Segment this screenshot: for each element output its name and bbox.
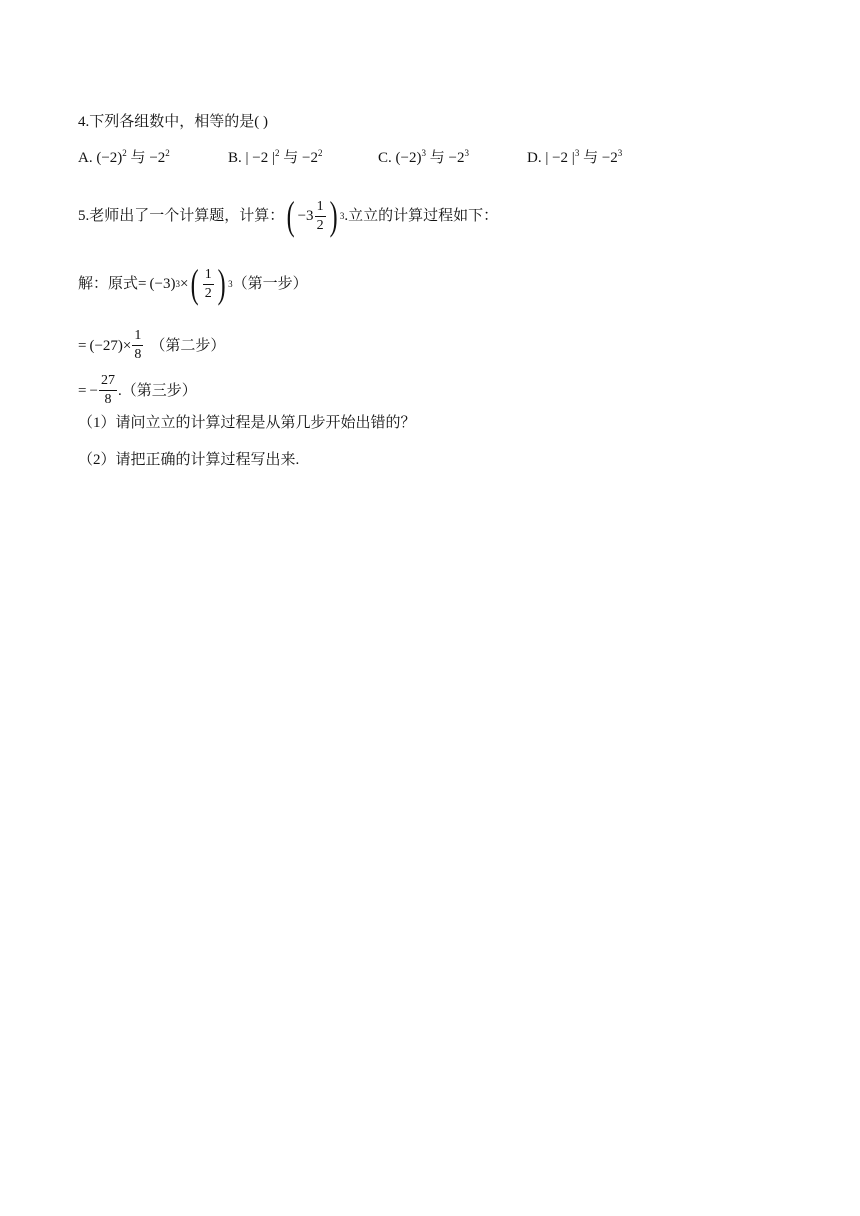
fraction-denominator: 2	[204, 285, 212, 301]
left-paren-icon: (	[286, 193, 295, 238]
minus-sign: −	[89, 382, 98, 399]
q4-option-b	[228, 148, 322, 168]
equals-sign: =	[78, 382, 87, 399]
q5-sub-question-1: （1）请问立立的计算过程是从第几步开始出错的？	[78, 415, 416, 431]
right-paren-icon: )	[217, 261, 226, 306]
option-rhs-exp: 3	[617, 148, 623, 158]
option-rhs: −2	[601, 150, 618, 166]
option-conj: 与	[583, 150, 599, 166]
fraction-exponent: 3	[228, 279, 233, 289]
option-lhs-exp: 2	[274, 148, 280, 158]
option-lhs: | −2 |	[545, 150, 575, 166]
term: (−3)	[149, 276, 176, 292]
option-label: D.	[527, 150, 542, 166]
fraction-numerator: 1	[315, 200, 326, 217]
option-label: C.	[378, 150, 392, 166]
fraction-numerator: 1	[203, 268, 214, 285]
option-lhs: (−2)	[96, 150, 123, 166]
option-rhs-exp: 2	[165, 148, 170, 158]
times-sign: ×	[122, 337, 132, 354]
mixed-exponent: 3	[339, 211, 345, 221]
option-conj: 与	[429, 150, 445, 166]
fraction-denominator: 2	[316, 217, 324, 233]
q4-stem: 4.下列各组数中，相等的是( )	[78, 114, 268, 130]
period: .	[117, 382, 122, 399]
q5-stem	[78, 193, 499, 238]
fraction-denominator: 8	[104, 392, 112, 407]
mixed-fraction	[315, 200, 326, 233]
option-lhs-exp: 2	[122, 148, 127, 158]
option-rhs-exp: 2	[317, 148, 323, 158]
left-paren-icon: (	[191, 261, 200, 306]
option-conj: 与	[283, 150, 299, 166]
step-prefix: 解：原式	[78, 276, 139, 292]
step-fraction	[99, 374, 117, 407]
option-rhs: −2	[149, 150, 166, 166]
q5-stem-suffix: .立立的计算过程如下：	[344, 208, 499, 224]
option-rhs: −2	[302, 150, 318, 166]
option-label: A.	[78, 150, 93, 166]
option-label: B.	[228, 150, 242, 166]
equals-sign: =	[138, 276, 147, 292]
step-note: （第二步）	[150, 337, 226, 354]
q5-step-2	[78, 329, 225, 362]
mixed-whole: −3	[297, 208, 314, 224]
fraction-numerator: 1	[132, 329, 143, 346]
q5-step-3	[78, 374, 197, 407]
option-lhs: | −2 |	[245, 150, 275, 166]
step-note: （第三步）	[121, 382, 197, 399]
option-lhs-exp: 3	[421, 148, 426, 158]
step-note: （第一步）	[232, 276, 308, 292]
q5-sub-question-2: （2）请把正确的计算过程写出来.	[78, 452, 300, 468]
option-conj: 与	[130, 150, 146, 166]
q4-option-a	[78, 148, 170, 168]
option-rhs: −2	[448, 150, 465, 166]
fraction-denominator: 8	[134, 347, 142, 362]
option-rhs-exp: 3	[464, 148, 469, 158]
q4-option-d	[527, 148, 622, 168]
equals-sign: =	[78, 337, 87, 354]
fraction-numerator: 27	[99, 374, 117, 391]
q4-option-c	[378, 148, 469, 168]
q5-stem-prefix: 5.老师出了一个计算题，计算：	[78, 208, 285, 224]
step-fraction	[132, 329, 143, 362]
option-lhs: (−2)	[395, 150, 422, 166]
times-sign: ×	[179, 276, 189, 292]
step-fraction	[203, 268, 214, 301]
q5-step-1: 解：原式 = (−3) 3 × ( $\frac{1}{2}$ ) 3 （第一步）	[78, 261, 308, 306]
right-paren-icon: )	[329, 193, 338, 238]
option-lhs-exp: 3	[574, 148, 580, 158]
term: (−27)	[89, 337, 123, 354]
